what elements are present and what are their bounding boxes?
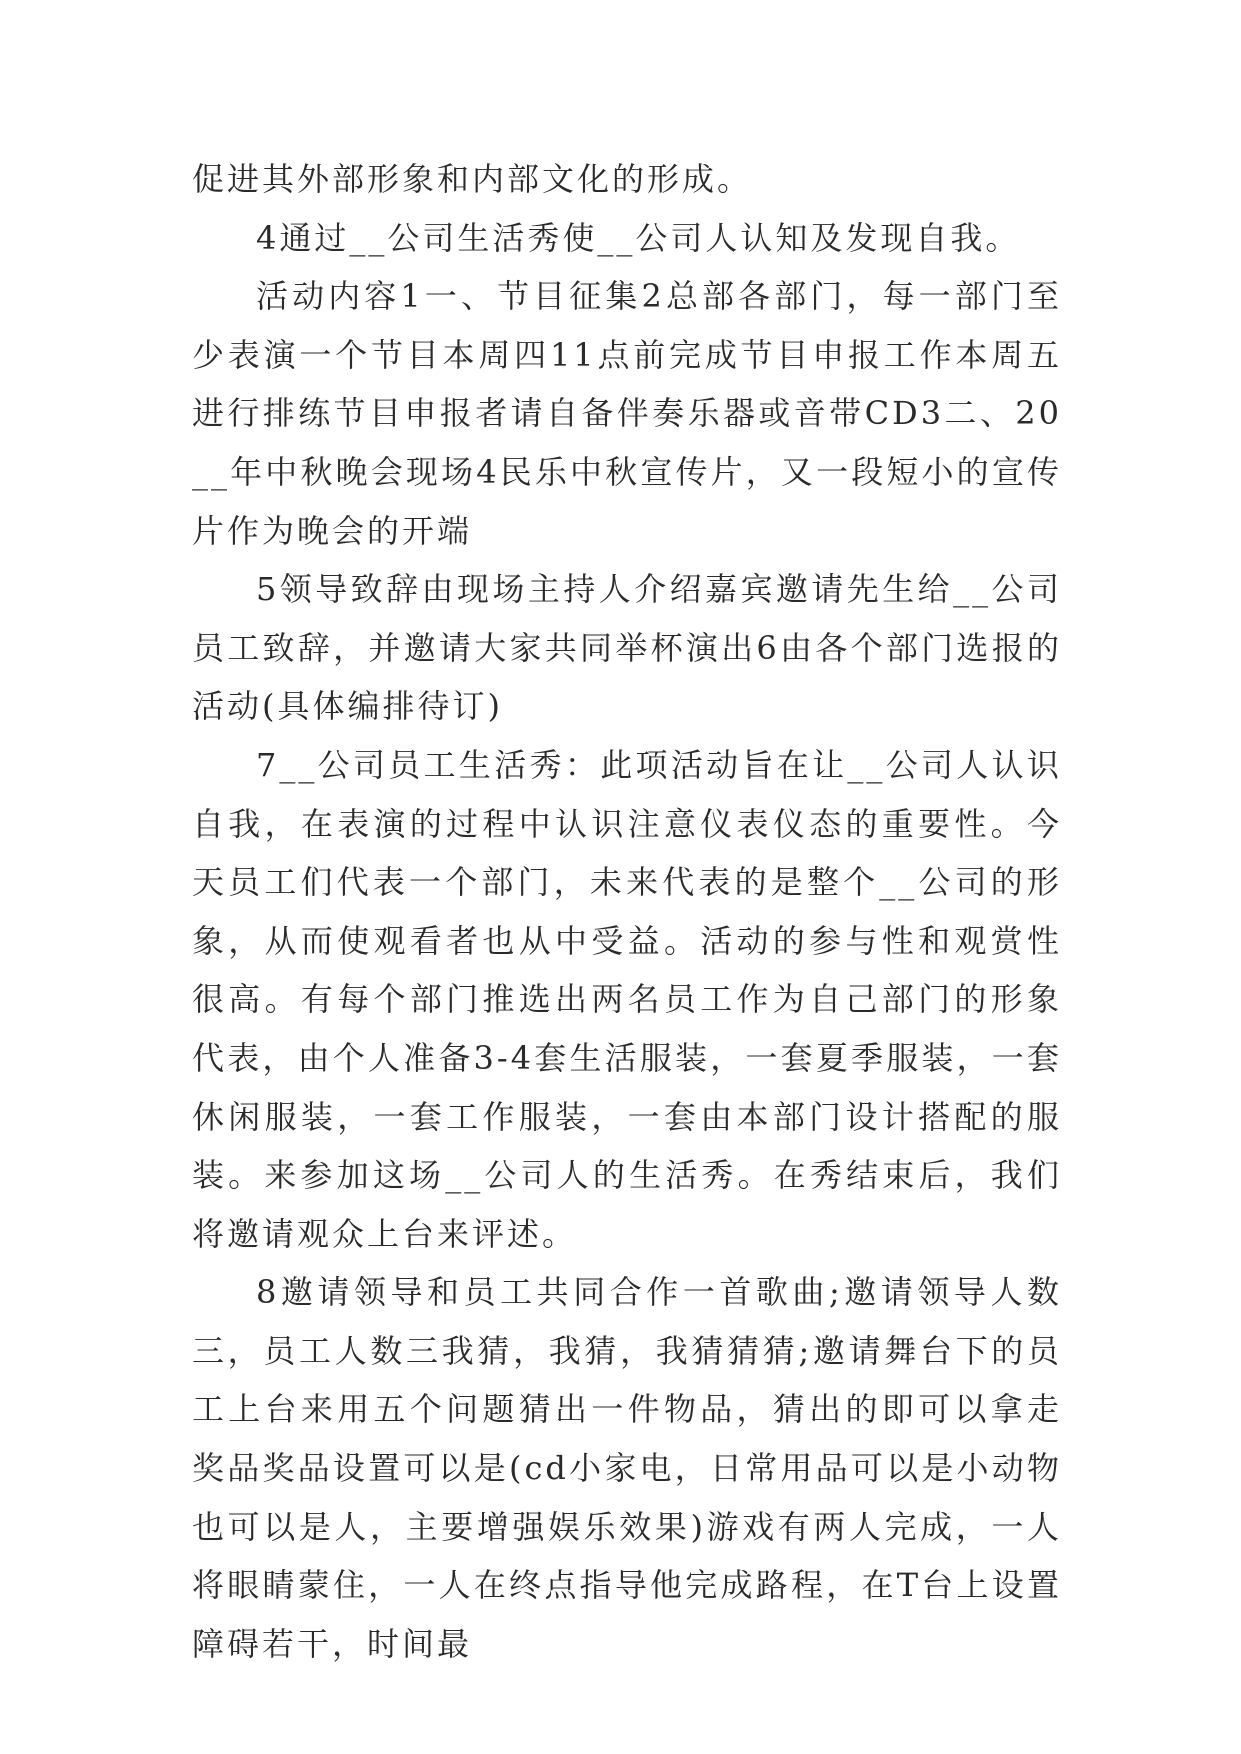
paragraph-2: 4通过__公司生活秀使__公司人认知及发现自我。 <box>256 218 1021 257</box>
paragraph-5: 7__公司员工生活秀：此项活动旨在让__公司人认识自我，在表演的过程中认识注意仪表仪态的重要性。今天员工们代表一个部门，未来代表的是整个__公司的形象，从而使观看者也从中受益。活动的参与性和观赏性很高。有每个部门推选出两名员工作为自己部门的形象代表，由个人准备3-4套生活服装，一套夏季服装，一套休闲服装，一套工作服装，一套由本部门设计搭配的服装。来参加这场__公司人的生活秀。在秀结束后，我们将邀请观众上台来评述。 <box>192 745 1062 1253</box>
paragraph-6: 8邀请领导和员工共同合作一首歌曲;邀请领导人数三，员工人数三我猜，我猜，我猜猜猜;邀请舞台下的员工上台来用五个问题猜出一件物品，猜出的即可以拿走奖品奖品设置可以是(cd小家电，日常用品可以是小动物也可以是人，主要增强娱乐效果)游戏有两人完成，一人将眼睛蒙住，一人在终点指导他完成路程，在T台上设置障碍若干，时间最 <box>192 1273 1062 1663</box>
paragraph-3: 活动内容1一、节目征集2总部各部门，每一部门至少表演一个节目本周四11点前完成节目申报工作本周五进行排练节目申报者请自备伴奏乐器或音带CD3二、20__年中秋晚会现场4民乐中秋宣传片，又一段短小的宣传片作为晚会的开端 <box>192 277 1062 550</box>
document-body <box>192 150 1062 1673</box>
paragraph-1: 促进其外部形象和内部文化的形成。 <box>192 160 753 198</box>
paragraph-4: 5领导致辞由现场主持人介绍嘉宾邀请先生给__公司员工致辞，并邀请大家共同举杯演出6由各个部门选报的活动(具体编排待订) <box>192 570 1062 726</box>
